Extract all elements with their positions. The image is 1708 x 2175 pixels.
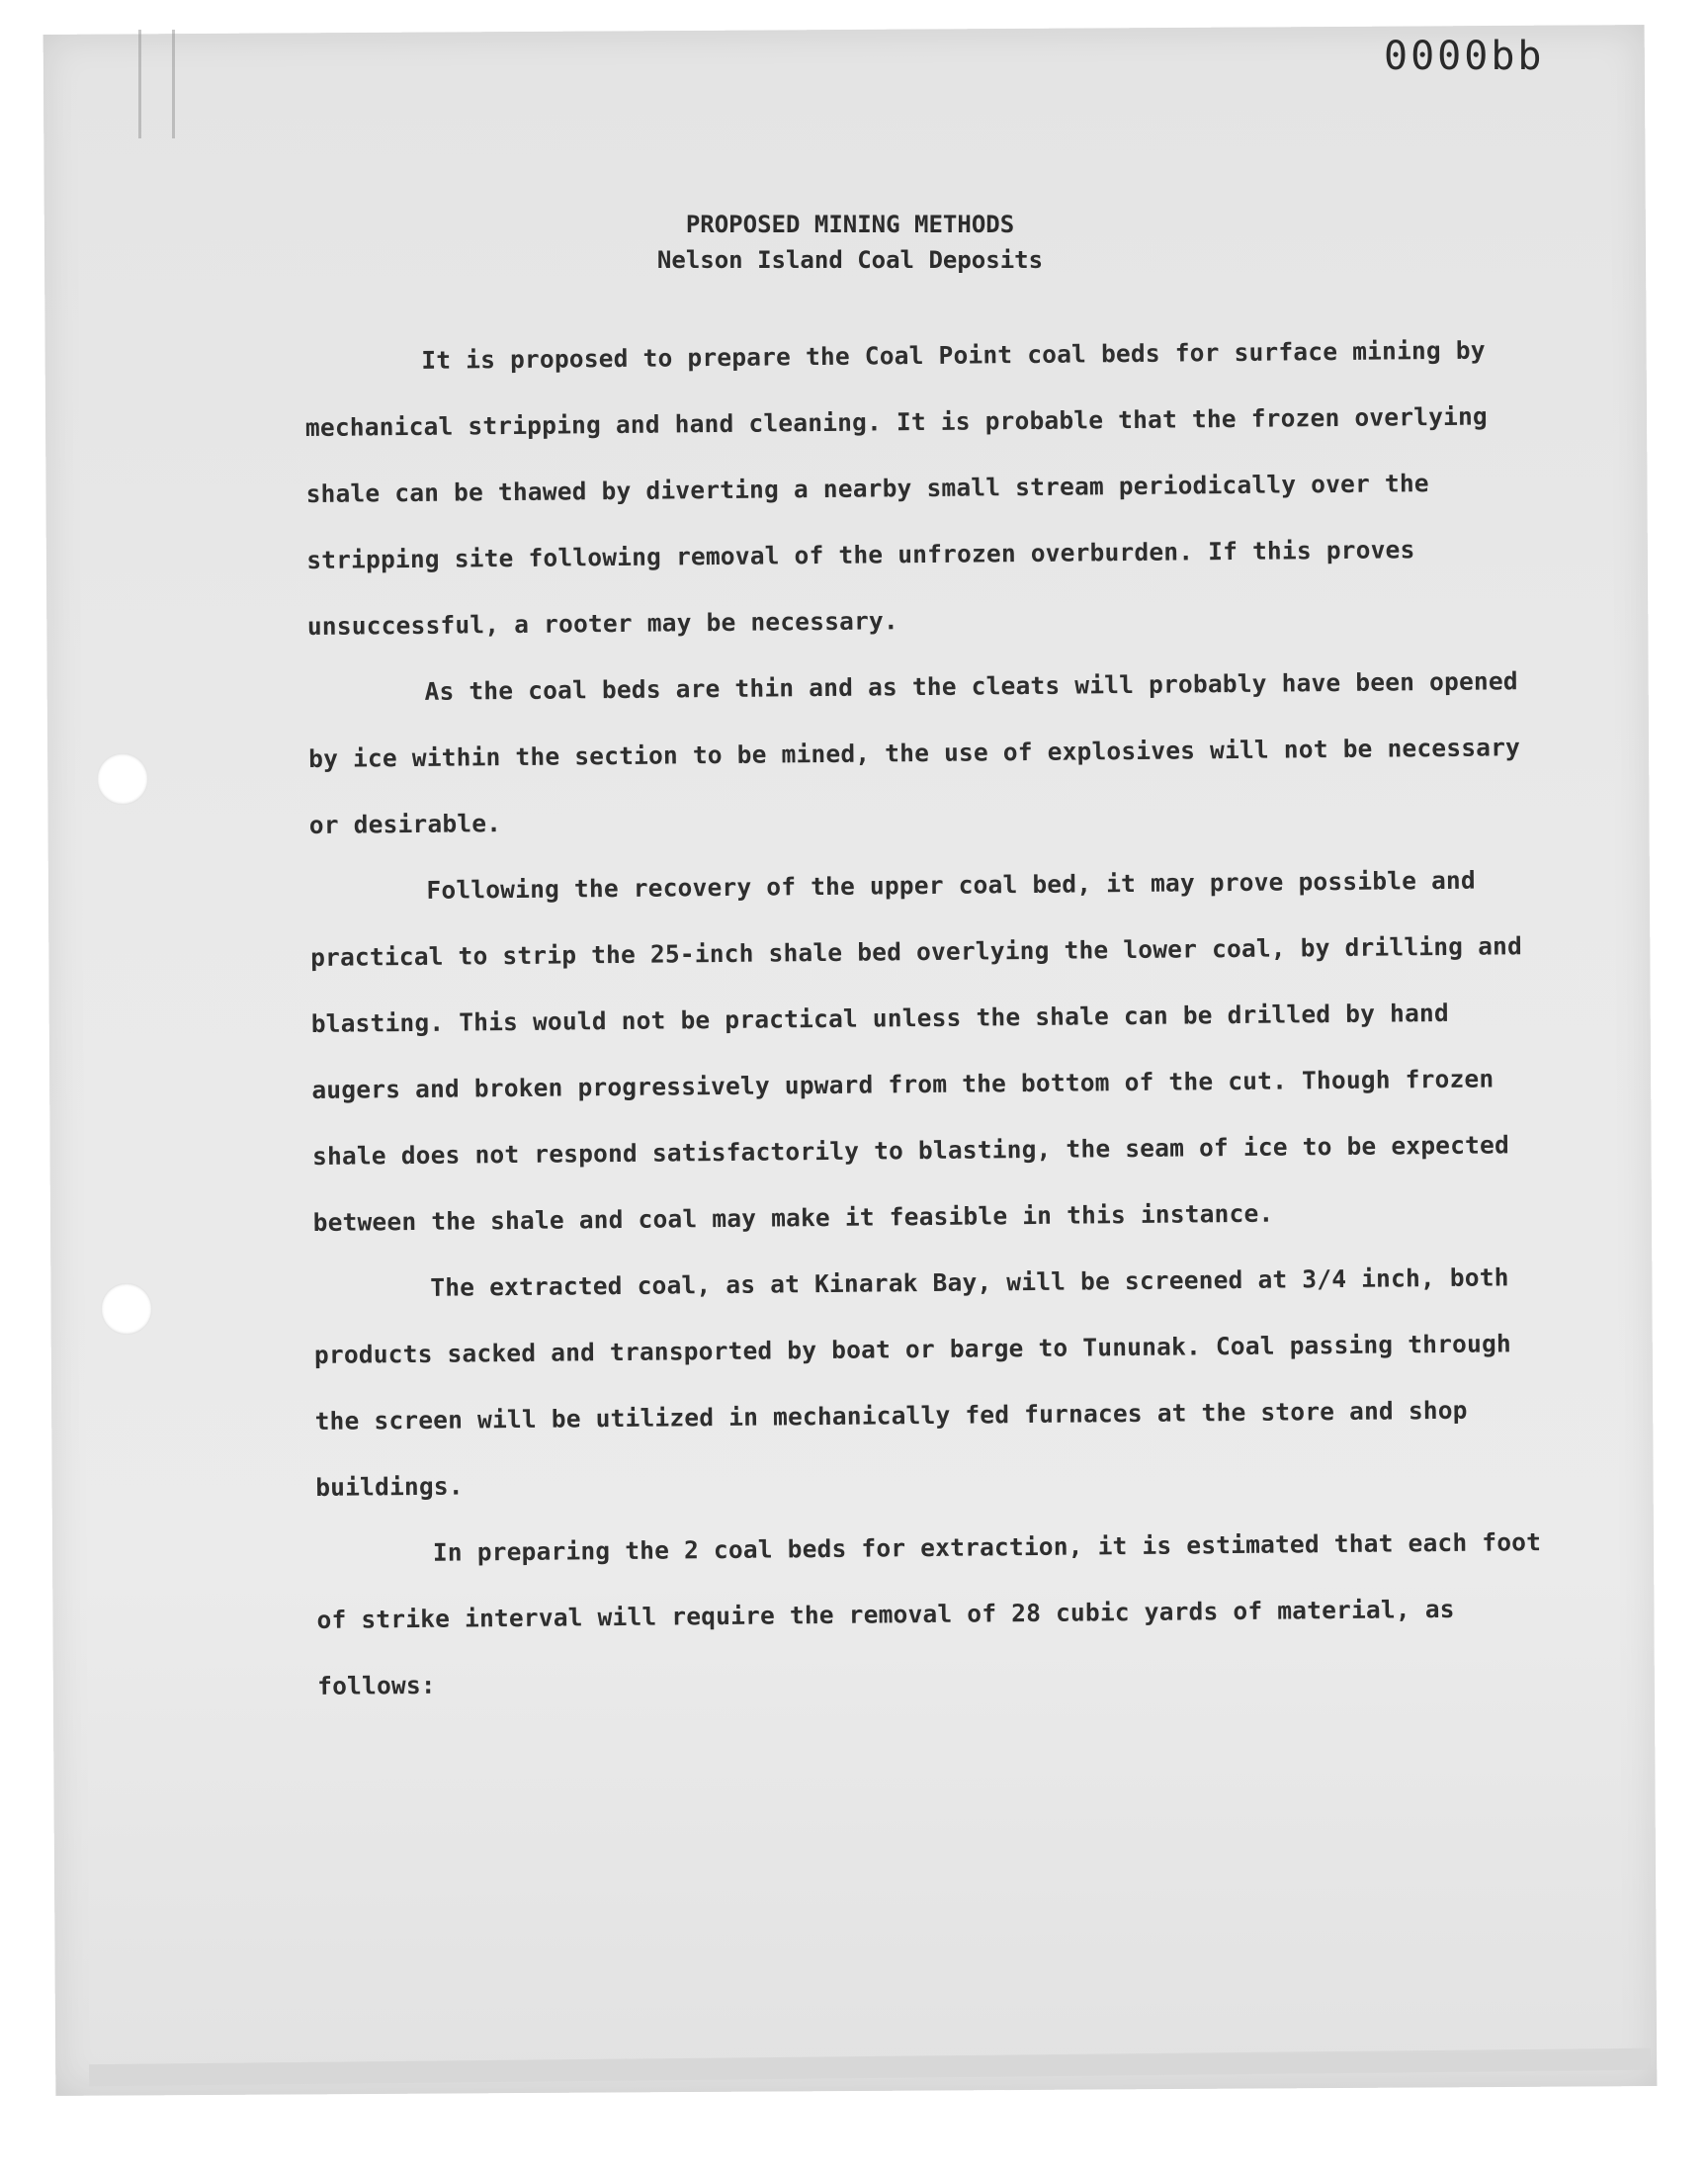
paragraph-material-removal: In preparing the 2 coal beds for extraction, it is estimated that each foot of strike interval will require the removal of 28 cubic yards of material, as follows: (316, 1527, 1542, 1700)
paragraph-shale-stripping: Following the recovery of the upper coal bed, it may prove possible and practical to strip the 25-inch shale bed overlying the lower coal, by drilling and blasting. This would not be practical unless the shale can be drilled by hand augers and broken progressively upward from the bottom of the cut. Though frozen shale does not respond satisfactorily to blasting, the seam of ice to be expected between the shale and coal may make it feasible in this instance. (309, 865, 1523, 1237)
paragraph-coal-transport: The extracted coal, as at Kinarak Bay, will be screened at 3/4 inch, both products sacked and transported by boat or barge to Tununak. Coal passing through the screen will be utilized in mechanically fed furnaces at the store and shop buildings. (313, 1262, 1512, 1502)
document-title: PROPOSED MINING METHODS (685, 211, 1015, 238)
paragraph-explosives: As the coal beds are thin and as the cleats will probably have been opened by ice within the section to be mined, the use of explosives will not be necessary or desirable. (308, 666, 1521, 839)
punch-hole-bottom (101, 1283, 152, 1335)
document-body (304, 316, 1553, 1719)
edge-mark (138, 30, 141, 138)
page-number: 0000bb (1384, 34, 1545, 79)
punch-hole-top (97, 753, 148, 805)
edge-mark (172, 30, 175, 138)
paragraph-surface-mining: It is proposed to prepare the Coal Point coal beds for surface mining by mechanical stripping and hand cleaning. It is probable that the frozen overlying shale can be thawed by diverting a nearby small stream periodically over the stripping site following removal of the unfrozen overburden. If this proves unsuccessful, a rooter may be necessary. (304, 335, 1489, 641)
document-subtitle: Nelson Island Coal Deposits (656, 246, 1044, 274)
